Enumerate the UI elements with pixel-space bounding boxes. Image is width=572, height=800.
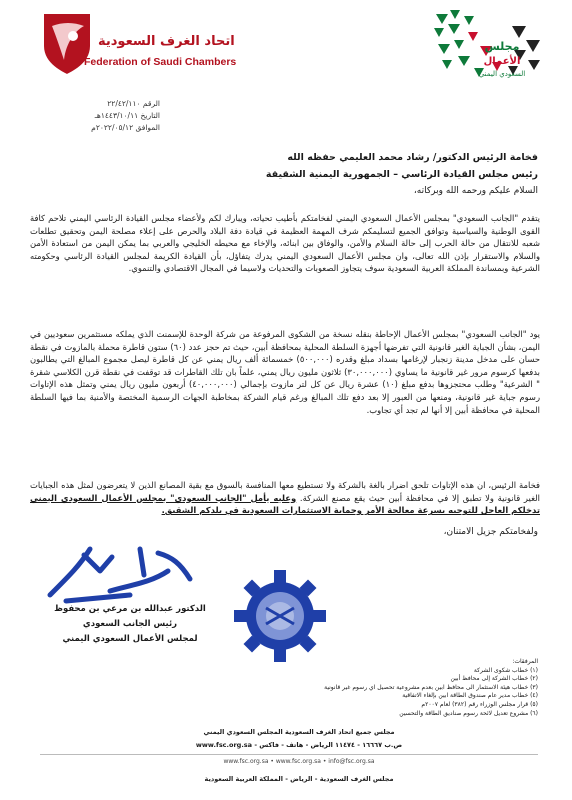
reference-block <box>40 98 160 134</box>
reference-number: الرقم ٢٢/٤٢/١١٠ <box>107 99 160 108</box>
addressee-title: رئيس مجلس القيادة الرئاسي – الجمهورية اليمنية الشقيقة <box>265 169 538 180</box>
addressee-line: فخامة الرئيس الدكتور/ رشاد محمد العليمي حفظه الله <box>287 152 538 163</box>
footer-contact-line: www.fsc.org.sa • www.fsc.org.sa • info@fsc.org.sa <box>223 758 375 765</box>
reference-gregorian-date: الموافق ٢٠٢٢/٠٥/١٢م <box>91 123 160 132</box>
signatory-organization: لمجلس الأعمال السعودي اليمني <box>62 634 198 644</box>
fsc-name-arabic: اتحاد الغرف السعودية <box>98 34 235 49</box>
body-paragraph-3-lead: فخامة الرئيس، ان هذه الإتاوات تلحق اضرار بالغة بالشركة ولا تستطيع معها المنافسة بالسوق مع بقية المصانع الذين لا يتعرضون لمثل هذه الجبايات الغير قانونية ولا تطبق إلا في محافظة أبين حيث يقع مصنع الشركة. <box>30 480 540 503</box>
footer-divider <box>40 754 538 755</box>
attachment-item: (١) خطاب شكوى الشركة <box>473 666 538 674</box>
greeting: السلام عليكم ورحمه الله وبركاته، <box>413 186 538 196</box>
body-paragraph-2: يود "الجانب السعودي" بمجلس الأعمال الإحاطة بنقله نسخة من الشكوى المرفوعة من شركة الوحدة للإسمنت الذي يملكه مستثمرين سعوديين في اليمن، بشأن الجباية الغير قانونية التي تفرضها أجهزة السلطة المحلية بمحافظة أبين، حيث تم حجز عدد (٦٠) ستون قاطرة محملة بالمازوت في نقطة حسان على مدخل مدينة زنجبار لإرغامها بسداد مبلغ وقدره (٥٠٠,٠٠٠) خمسمائة ألف ريال يمني عن كل قاطرة ليصل مجموع المبالغ التي يطالبون بدفعها كرسوم مرور غير قانونية ما يساوي (٣٠,٠٠٠,٠٠٠) ثلاثون مليون ريال يمني، علماً بان تلك القاطرات قد توقفت في نقطة قرن الكلاسي شقرة " الشرعية" وطلب محتجزوها بدفع مبلغ (١٠) عشرة ريال عن كل لتر مازوت بإجمالي (٤٠,٠٠٠,٠٠٠) أربعون مليون ريال يمني وتمثل هذه الإتاوات رسوم جباية غير قانونية، ومنعها من العبور إلا بعد دفع تلك المبالغ ورغم قيام الشركة بمخاطبة الجهات الرسمية المختصة والأمنية بما فيها السلطة المحلية في محافظة أبين إلا أنها لم تجد أي تجاوب. <box>30 329 541 415</box>
closing-line: ولفخامتكم جزيل الامتنان، <box>443 527 538 537</box>
footer-line-1: مجلس جميع اتحاد الغرف السعودية المجلس السعودي اليمني <box>203 728 395 736</box>
attachment-item: (٢) خطاب الشركة إلى محافظ أبين <box>450 675 538 683</box>
attachments-heading: المرفقات: <box>512 658 538 665</box>
attachment-item: (٦) مشروع تعديل لائحة رسوم صناديق الطاقة والتحسين <box>399 709 538 717</box>
handwritten-signature <box>40 535 210 607</box>
body-paragraph-3-request: وعليه يأمل "الجانب السعودي" بمجلس الأعمال السعودي اليمني تدخلكم العاجل للتوجيه بسرعة معالجة الأمر وحماية الاستثمارات السعودية في بلدكم الشقيق. <box>30 492 540 516</box>
svg-text:الأعمال: الأعمال <box>483 56 521 67</box>
attachment-item: (٣) خطاب هيئة الاستثمار الى محافظ ابين بعدم مشروعية تحصيل اي رسوم غير قانونية <box>324 683 538 691</box>
fsc-name-english: Federation of Saudi Chambers <box>84 56 237 68</box>
body-paragraph-3 <box>30 479 540 517</box>
svg-text:السعودي اليمني: السعودي اليمني <box>478 70 526 78</box>
attachment-item: (٥) قرار مجلس الوزراء رقم (٣٨٢) لعام ٢٠٠٧م <box>421 700 538 708</box>
council-logo-icon <box>428 6 548 86</box>
footer-line-2: ص.ب ١٦٦٦٧ - ١١٤٧٤ الرياض - هاتف - فاكس - www.fsc.org.sa <box>195 741 403 749</box>
signatory-name: الدكتور عبدالله بن مرعي بن محفوظ <box>54 604 206 614</box>
footer-line-4: مجلس الغرف السعودية - الرياض - المملكة العربية السعودية <box>204 775 394 783</box>
signatory-title: رئيس الجانب السعودي <box>82 619 178 629</box>
attachments-list <box>248 658 538 718</box>
body-paragraph-1: يتقدم "الجانب السعودي" بمجلس الأعمال السعودي اليمني لفخامتكم بأطيب تحياته، ويبارك لكم ولأعضاء مجلس القيادة الرئاسي اليمني تلاحم كافة القوى الوطنية والسياسية وتوافق الجميع لتسليمكم شرف المهمة العظيمة في قيادة دفة البلاد والحرص على إعلاء مصلحة اليمن وتحقيق تطلعات شعبه للانتقال من حالة الحرب إلى حالة السلام والأمن، والوفاق بين ابنائه، والإخاء مع محيطه الخليجي والعربي بما يمكن اليمن من استعادة الأمن والسلام والاستقرار بإذن الله تعالى، وان مجلس الأعمال السعودي اليمني يدرك يتفاؤل، بأن القيادة الكريمة لمجلس القيادة الرئاسي وحكومته الشرعية وبمساندة المملكة العربية السعودية سوف يتجاوز الصعوبات والتحديات ولاسيما في المجال الاقتصادي والتنموي. <box>30 213 540 274</box>
reference-hijri-date: التاريخ ١٤٤٣/١٠/١١هـ <box>94 111 160 120</box>
svg-text:مجلس: مجلس <box>484 40 520 53</box>
official-stamp-icon <box>232 568 328 664</box>
attachment-item: (٤) خطاب مدير عام صندوق الطاقة ابين بإلغاء الاتفاقية <box>402 692 538 700</box>
